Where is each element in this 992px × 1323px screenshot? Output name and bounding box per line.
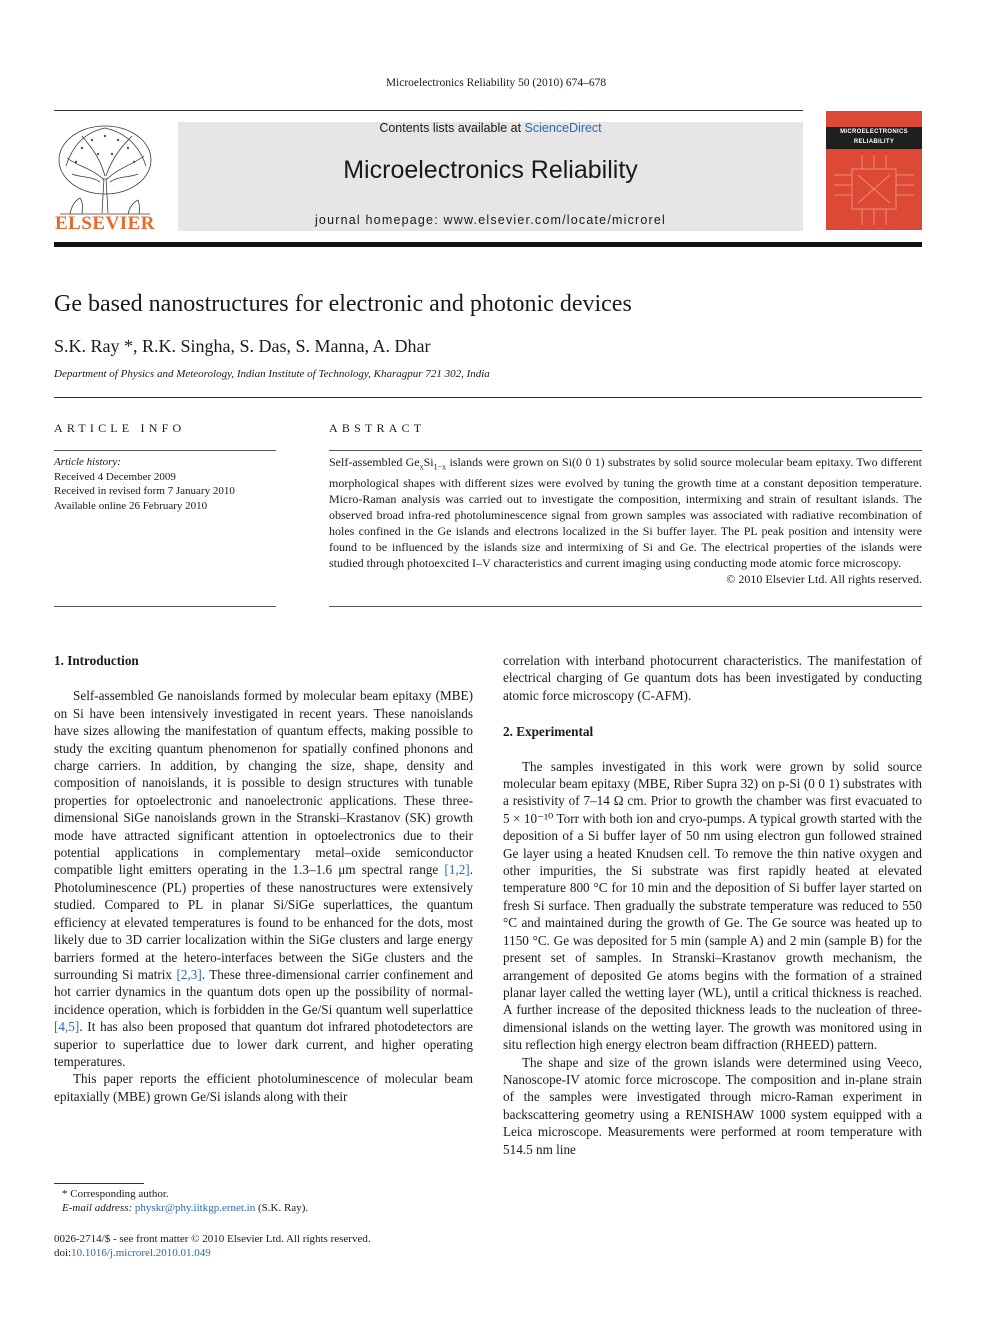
article-authors: S.K. Ray *, R.K. Singha, S. Das, S. Manna, A. Dhar (54, 336, 431, 356)
citation-link[interactable]: [4,5] (54, 1019, 80, 1035)
cover-title-line1: MICROELECTRONICS (840, 129, 908, 135)
journal-title: Microelectronics Reliability (343, 156, 638, 184)
abstract-sub-1x: 1−x (433, 462, 447, 472)
sciencedirect-link[interactable]: ScienceDirect (524, 121, 602, 135)
footnote-rule (54, 1183, 144, 1184)
contents-prefix: Contents lists available at (379, 121, 525, 135)
header-rule (54, 110, 803, 111)
experimental-paragraph-1: The samples investigated in this work were grown by solid source molecular beam epitaxy (MBE, Riber Supra 32) on p-Si (0 0 1) substrates with a resistivity of 7–14 Ω cm. Prior to growth the chamber was first evacuated to 5 × 10⁻¹⁰ Torr with both ion and cryo-pumps. A typical growth started with the deposition of a Si buffer layer of 50 nm using electron gun followed strained Ge layer using a heated Knudsen cell. To remove the thin native oxygen and other impurities, the Si substrate was first rapidly heated at elevated temperature 800 °C for 10 min and the deposition of Si buffer layer started on fresh Si surface. Then gradually the substrate temperature was reduced to 550 °C and maintained during the growth of Ge. The Ge source was heated up to 1150 °C. Ge was deposited for 5 min (sample A) and 2 min (sample B) for the present set of samples. In Stranski–Krastanov growth mechanism, the arrangement of deposited Ge atoms begins with the formation of a strained planar layer called the wetting layer (WL), until a critical thickness is reached. A further increase of the deposited thickness leads to the nucleation of three-dimensional islands on the wetting layer. The growth was monitored using in situ reflection high energy electron beam diffraction (RHEED) pattern. (503, 758, 922, 1053)
article-title: Ge based nanostructures for electronic and photonic devices (54, 291, 632, 317)
author-affiliation: Department of Physics and Meteorology, Indian Institute of Technology, Kharagpur 721 302, India (54, 368, 490, 380)
journal-cover-thumbnail (826, 111, 922, 230)
intro-p1-b: . Photoluminescence (PL) properties of these nanostructures were extensively studied. Compared to PL in planar Si/SiGe superlattices, the quantum efficiency at elevated temperatures is found to be enhanced for the dots, most likely due to 3D carrier localization within the SiGe clusters and large energy barriers formed at the hetero-interfaces between the SiGe clusters and the surrounding Si matrix (54, 862, 473, 982)
corresponding-label: * Corresponding author. (62, 1188, 169, 1200)
elsevier-wordmark: ELSEVIER (54, 213, 156, 234)
experimental-paragraph-2: The shape and size of the grown islands were determined using Veeco, Nanoscope-IV atomic force microscope. The composition and in-plane strain of the samples were investigated through micro-Raman experiment in backscattering geometry using a RENISHAW 1000 system equipped with a Leica microscope. Measurements were performed at room temperature with 514.5 nm line (503, 1054, 922, 1157)
abstract-copyright: © 2010 Elsevier Ltd. All rights reserved. (726, 572, 922, 587)
abstract-text-3: islands were grown on Si(0 0 1) substrates by solid source molecular beam epitaxy. Two different morphological shapes with different sizes were evolved by tuning the growth time at a constant deposition temperature. Micro-Raman analysis was carried out to investigate the composition, intermixing and strain of resultant islands. The observed broad infra-red photoluminescence signal from grown samples was associated with radiative recombination of holes confined in the Ge islands and electrons localized in the Si buffer layer. The PL peak position and intensity were found to be influenced by the islands size and intermixing of Si and Ge. The electrical properties of the islands were studied through photoexcited I–V characteristics and current imaging using conducting mode atomic force microscopy. (329, 455, 922, 571)
article-history (54, 455, 276, 513)
citation-link[interactable]: [2,3] (176, 966, 202, 982)
history-online: Available online 26 February 2010 (54, 499, 208, 512)
issn-line: 0026-2714/$ - see front matter © 2010 Elsevier Ltd. All rights reserved. (54, 1233, 371, 1245)
introduction-heading: 1. Introduction (54, 653, 139, 668)
abstract-text-2: Si (423, 455, 434, 469)
header-thick-rule (54, 242, 922, 247)
email-line (54, 1201, 308, 1215)
contents-line (178, 121, 803, 135)
citation-link[interactable]: [1,2] (444, 862, 470, 878)
title-rule (54, 397, 922, 398)
cover-title-line2: RELIABILITY (853, 139, 895, 145)
email-label: E-mail address: (62, 1202, 135, 1214)
abstract-sub-x: x (419, 462, 424, 472)
abstract-rule (329, 450, 922, 451)
cover-title-band (826, 127, 922, 149)
cover-chip-graphic (834, 155, 914, 225)
abstract-text (329, 454, 922, 571)
intro-paragraph-1 (54, 687, 473, 1070)
abstract-bottom-rule (329, 606, 922, 607)
abstract-heading: ABSTRACT (329, 421, 426, 435)
email-suffix: (S.K. Ray). (255, 1202, 309, 1214)
doi-line (54, 1246, 371, 1260)
body-left-column (54, 652, 473, 1105)
intro-paragraph-2-continued: correlation with interband photocurrent characteristics. The manifestation of electrical charging of Ge quantum dots has been investigated by conducting atomic force microscopy (C-AFM). (503, 653, 922, 703)
abstract-body (329, 454, 922, 587)
journal-citation: Microelectronics Reliability 50 (2010) 674–678 (385, 77, 607, 89)
article-info-rule (54, 450, 276, 451)
intro-p1-c: . These three-dimensional carrier confinement and hot carrier dynamics in the quantum dots open up the possibility of normal-incidence operation, which is forbidden in the Ge/Si quantum well superlattice (54, 966, 473, 1017)
article-info-heading: ARTICLE INFO (54, 421, 186, 435)
email-link[interactable]: physkr@phy.iitkgp.ernet.in (134, 1202, 256, 1214)
body-right-column (503, 652, 922, 1158)
history-label: Article history: (54, 456, 121, 468)
corresponding-author-footnote (54, 1187, 308, 1215)
history-revised: Received in revised form 7 January 2010 (54, 485, 235, 497)
abstract-text-1: Self-assembled Ge (329, 455, 420, 469)
intro-p1-d: . It has also been proposed that quantum dot infrared photodetectors are superior to superlattice due to lower dark current, and higher operating temperatures. (54, 1019, 473, 1069)
intro-paragraph-2: This paper reports the efficient photoluminescence of molecular beam epitaxially (MBE) grown Ge/Si islands along with their (54, 1071, 473, 1104)
doi-label: doi: (54, 1247, 72, 1259)
intro-p1-a: Self-assembled Ge nanoislands formed by molecular beam epitaxy (MBE) on Si have been intensively investigated in recent years. These nanoislands have sizes allowing the manifestation of quantum effects, making possible to study the exciting quantum phenomenon for spatially confined phonons and charge carriers. In addition, by changing the size, shape, density and composition of nanoislands, it is possible to design structures with tunable properties for optoelectronic and nanoelectronic applications. These three-dimensional SiGe nanoislands grown in the Stranski–Krastanov (SK) growth mode have attracted significant attention in optoelectronics due to their potential applications in complementary metal–oxide semiconductor compatible light emitters operating in the 1.3–1.6 μm spectral range (54, 688, 473, 878)
doi-link[interactable]: 10.1016/j.microrel.2010.01.049 (71, 1247, 211, 1259)
page-footer (54, 1232, 371, 1260)
article-info-bottom-rule (54, 606, 276, 607)
experimental-heading: 2. Experimental (503, 724, 594, 740)
journal-homepage[interactable]: journal homepage: www.elsevier.com/locate/microrel (314, 213, 667, 227)
history-received: Received 4 December 2009 (54, 470, 176, 483)
